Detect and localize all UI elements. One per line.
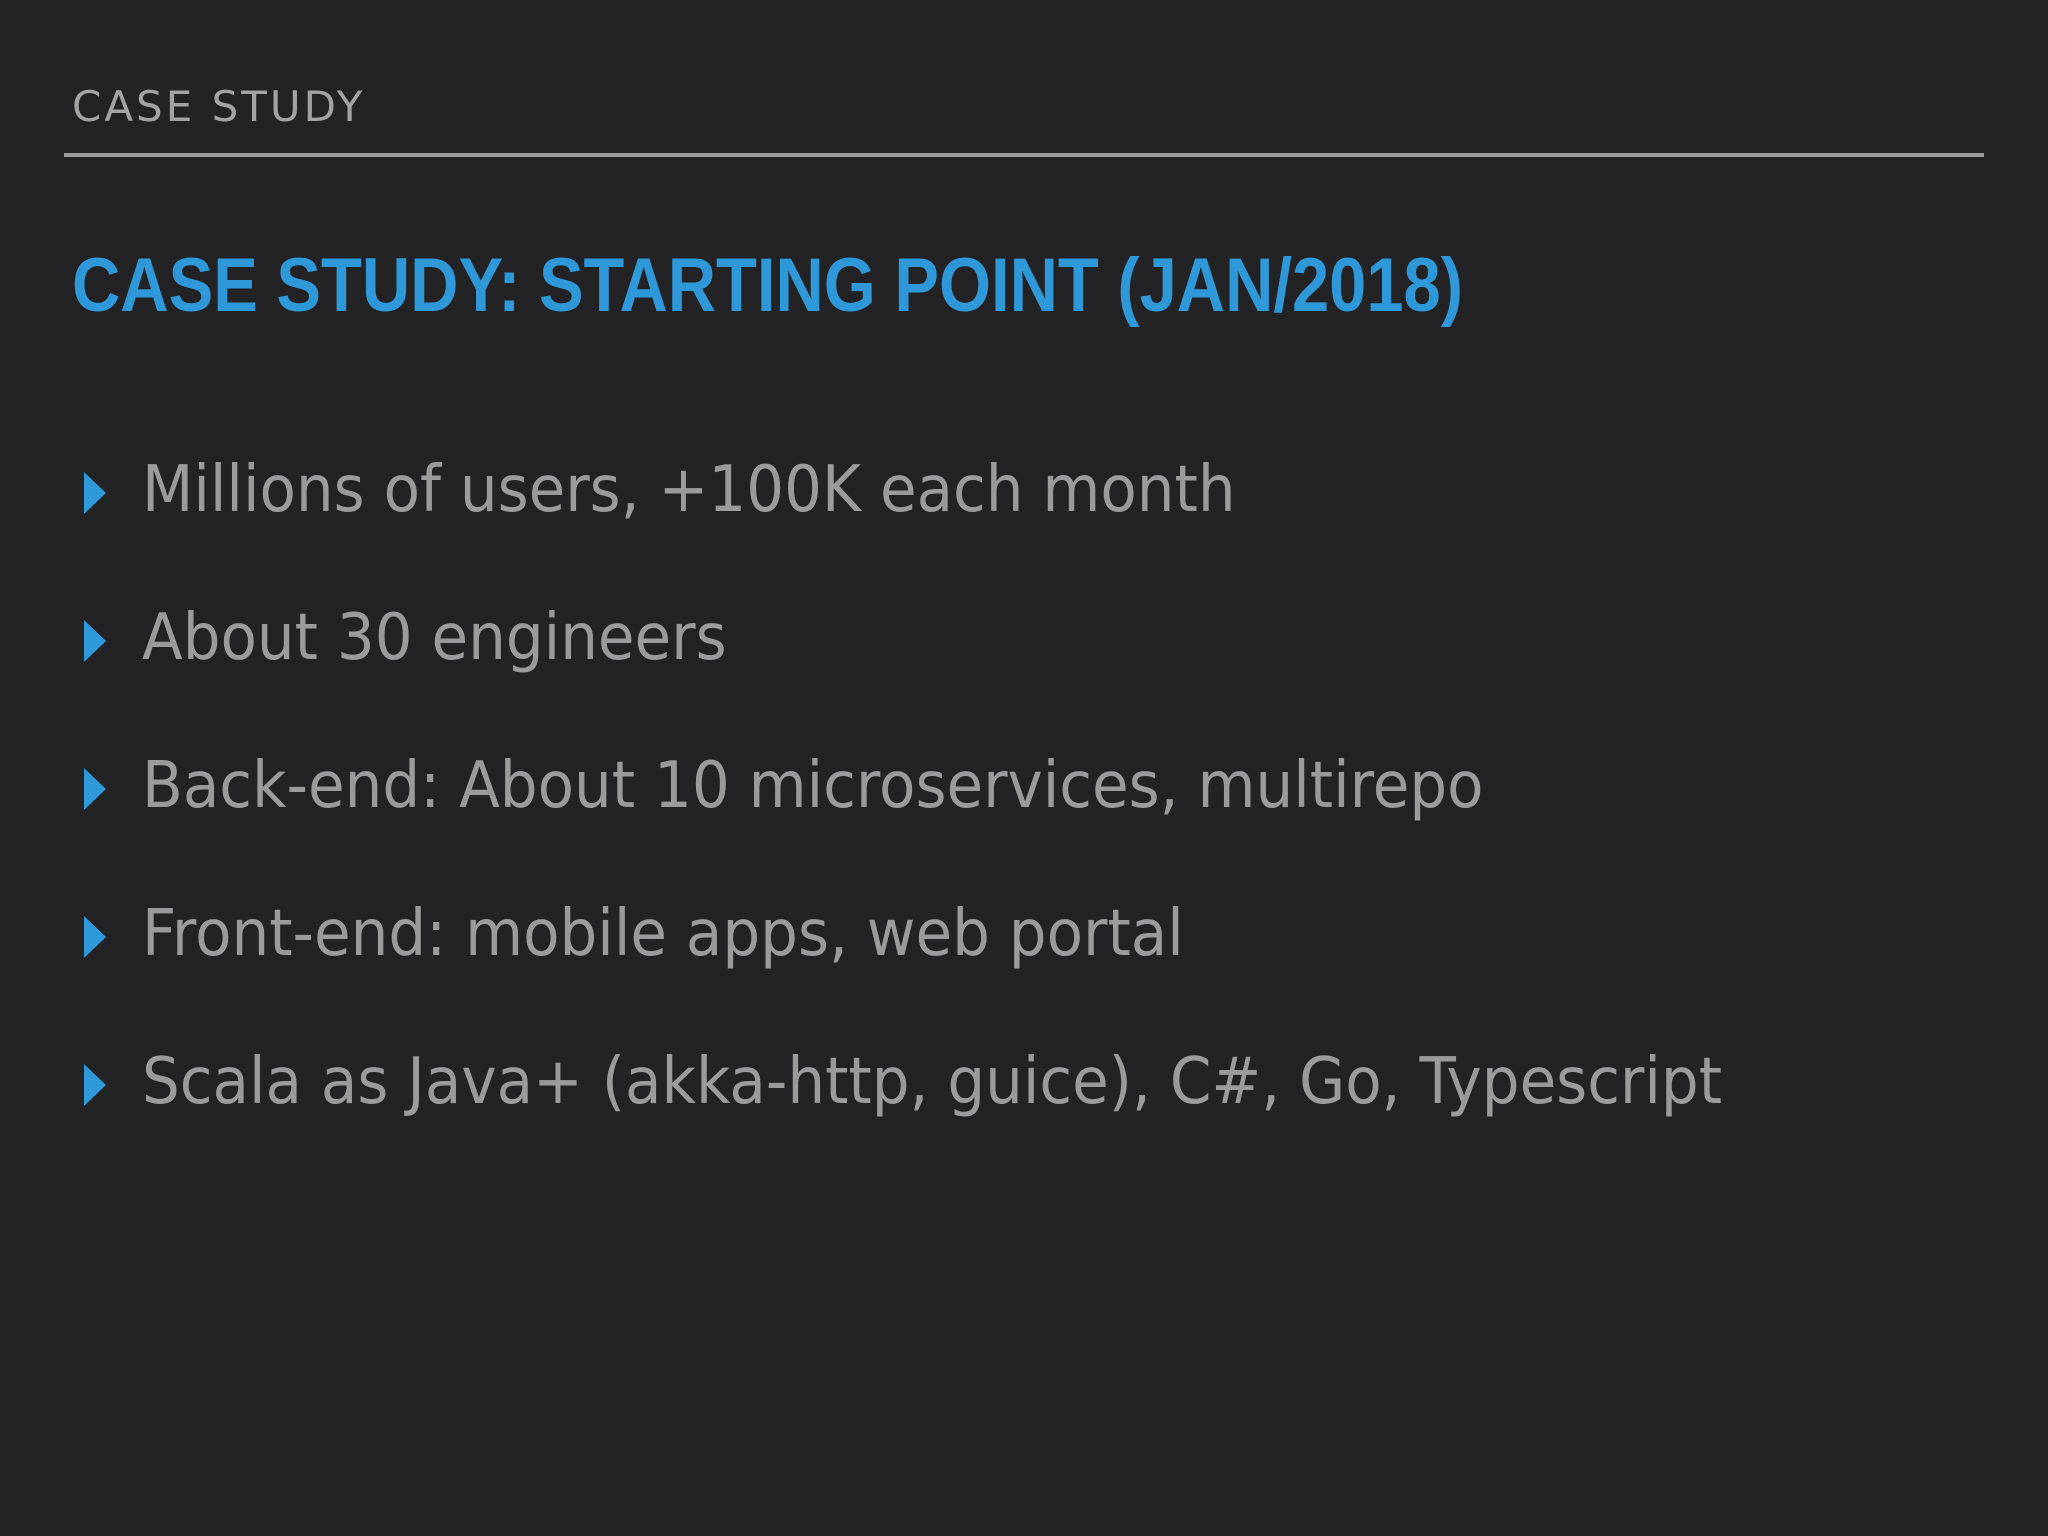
bullet-item <box>0 884 2048 984</box>
bullet-text: Front-end: mobile apps, web portal <box>142 897 1184 971</box>
triangle-right-icon <box>84 768 106 810</box>
section-header: CASE STUDY <box>72 82 366 131</box>
triangle-right-icon <box>84 1064 106 1106</box>
slide-title: CASE STUDY: STARTING POINT (JAN/2018) <box>72 243 1464 328</box>
triangle-right-icon <box>84 472 106 514</box>
bullet-item <box>0 736 2048 836</box>
header-divider <box>64 153 1984 157</box>
bullet-text: Back-end: About 10 microservices, multirepo <box>142 749 1484 823</box>
bullet-text: Scala as Java+ (akka-http, guice), C#, Go, Typescript <box>142 1045 1723 1119</box>
bullet-item <box>0 588 2048 688</box>
triangle-right-icon <box>84 620 106 662</box>
bullet-text: Millions of users, +100K each month <box>142 453 1236 527</box>
bullet-text: About 30 engineers <box>142 601 727 675</box>
bullet-item <box>0 1032 2048 1132</box>
triangle-right-icon <box>84 916 106 958</box>
bullet-item <box>0 440 2048 540</box>
